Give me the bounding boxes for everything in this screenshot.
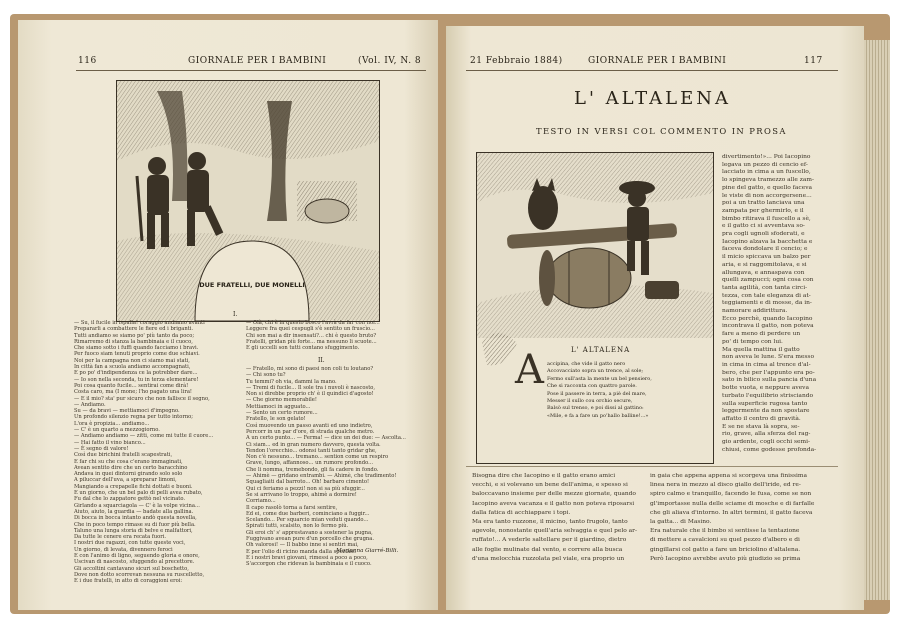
illustration-caption: DUE FRATELLI, DUE MONELLI bbox=[199, 281, 305, 289]
text-line: Percorr in un par d'ore, di strada qualche metro. bbox=[246, 428, 375, 435]
text-line: accipina, che vide il gatto nero bbox=[547, 361, 626, 367]
left-running-head: GIORNALE PER I BAMBINI bbox=[188, 56, 327, 66]
text-line: I nostri due ragazzi, con tutte queste voci, bbox=[74, 540, 186, 547]
inset-verses bbox=[547, 361, 652, 420]
text-line: L'ora è propizia... andiamo... bbox=[74, 420, 150, 427]
text-line: E far chi su che cosa c'erano immaginati, bbox=[74, 458, 183, 465]
text-line: Da tutte le cenere era recata fuori. bbox=[74, 534, 167, 541]
text-line: sato in bilico sulla pancia d'una bbox=[722, 377, 817, 384]
text-line: — Hai fatto il vino bianco... bbox=[74, 439, 146, 446]
text-line: E con l'animo di ligno, seguendo gloria e onore, bbox=[74, 552, 200, 559]
text-line: Per fuoco siam tenuti proprio come due schiavi. bbox=[74, 351, 200, 358]
text-line: pine del gatto, e quello faceva bbox=[722, 184, 813, 191]
text-line: — Io son nella seconda, tu in terza elementare! bbox=[74, 376, 199, 383]
section-numeral-1: I. bbox=[233, 311, 238, 318]
text-line: — Olà, chi è in questo bosco l'avrà da far con noi... bbox=[246, 320, 380, 326]
text-line: — Fratello, mi sono di paesi non coli tu loutano? bbox=[246, 366, 374, 372]
text-line: bimbo ritirava il fuscello a sè, bbox=[722, 215, 811, 222]
text-line: dalla fatica di acchiappare i topi. bbox=[472, 509, 571, 516]
prose-bottom-right bbox=[650, 472, 814, 564]
text-line: di mettere a cavalcioni su quel pezzo d'albero e di bbox=[650, 537, 800, 544]
text-line: — Chi sono tu? bbox=[246, 372, 286, 379]
text-line: — Andiamo. bbox=[74, 401, 106, 408]
text-line: E se ne stava là sopra, se- bbox=[722, 423, 800, 430]
text-line: aria, e si raggomitolava, e si bbox=[722, 261, 807, 268]
text-line: S'accorgon che ridevan la bambinaia e il cuoco. bbox=[246, 561, 372, 568]
text-line: Fuggivano avean pure d'un porcello che grugna. bbox=[246, 536, 374, 543]
text-line: Messer il sullo cou orchio secure, bbox=[547, 398, 633, 405]
text-line: Non si direbbe proprio ch' è il quindici d'agosto! bbox=[246, 391, 374, 398]
text-line: po' di tempo con lui. bbox=[722, 338, 783, 345]
text-line: Qui ci feriamo a pezzi! non si sa più sfuggir... bbox=[246, 485, 365, 492]
text-line: E po po' d'indipendenza ce la potrebber dare... bbox=[74, 370, 198, 377]
text-line: tanta agilità, con tanta circi- bbox=[722, 284, 808, 291]
text-line: affatto il centro di gravità. bbox=[722, 415, 801, 422]
text-line: il micio spiccava un balzo per bbox=[722, 254, 811, 261]
text-line: turbato l'equilibrio strisciando bbox=[722, 392, 814, 399]
text-line: Di bocca in bocca intanto andò questa novella, bbox=[74, 515, 197, 522]
poem-column-left bbox=[74, 320, 213, 584]
text-line: spiro calmo e tranquillo, facendo le fusa, come se non bbox=[650, 491, 812, 498]
text-line: Mettiamoci in agguato... bbox=[246, 403, 311, 410]
text-line: Poi cosa quanto fucile... sentirai come dirà! bbox=[74, 382, 189, 389]
text-line: Chi son mai a dir insensati?... chi è questo bruto? bbox=[246, 332, 377, 339]
text-line: Andava in quei dintorni girando solo solo bbox=[74, 471, 183, 478]
text-line: In città fan a scuola andiamo accompagnati, bbox=[74, 364, 191, 371]
text-line: agevole, nonostante quell'aria selvaggia e quel pelo ar- bbox=[472, 528, 637, 535]
author-signature: Marianna Giarré-Billi. bbox=[336, 548, 399, 554]
text-line: Ma era tanto ruzzone, il micino, tanto frugolo, tanto bbox=[472, 519, 628, 526]
text-line: — E il mio? sta' pur sicuro che non fallisce il segno, bbox=[74, 395, 210, 402]
text-line: Tu temmi? oh via, dammi la mano. bbox=[246, 378, 337, 385]
text-line: sulla superficie rugosa tanto bbox=[722, 400, 808, 407]
text-line: allungava, e annaspava con bbox=[722, 269, 805, 276]
text-line: Balsò sul trenso, e poi dissi al gattino: bbox=[547, 405, 644, 412]
text-line: Fu dal che lo zappatore gettò nel vicinato. bbox=[74, 496, 186, 503]
text-line: Fratelli, gridan più forte... ma nessuno li scuote... bbox=[246, 338, 377, 345]
text-line: rio, grave, alla sferza del rag- bbox=[722, 431, 811, 438]
text-line: Avean sentito dire che un certo baracchino bbox=[74, 464, 188, 471]
side-prose-column bbox=[722, 154, 816, 454]
boys-illustration bbox=[116, 80, 380, 322]
text-line: bero, che per l'appunto era po- bbox=[722, 369, 815, 376]
text-line: Così due birichini fratelli scapestrati, bbox=[74, 452, 173, 459]
text-line: chiusi, come godesse profonda- bbox=[722, 446, 817, 453]
header-rule bbox=[466, 70, 838, 71]
text-line: Mangiando a crepapelle fichi dottati e buoni. bbox=[74, 483, 193, 490]
text-line: Gli accoltini cantavano sicuri sul boschetto, bbox=[74, 565, 189, 572]
text-line: — Che giorno memorabile! bbox=[246, 397, 317, 404]
text-line: — Andiamo andiamo — zitti, come mi tutte il cuore... bbox=[74, 433, 214, 440]
text-line: Non c'è nessuno... tremano... sention come un respiro bbox=[246, 454, 389, 461]
text-line: Iacopino alzava la bacchetta e bbox=[722, 238, 813, 245]
text-line: Che siamo sotto i fuffi quando facciamo i bravi. bbox=[74, 345, 199, 352]
text-line: in cima in cima al trence d'al- bbox=[722, 361, 811, 368]
text-line: vecchi, e si volevano un bene dell'anima, e spesso si bbox=[472, 482, 628, 489]
text-line: Aiuto, aiuto, la guardia — badate alla gallina. bbox=[74, 508, 194, 515]
text-line: fare a meno di perdere un bbox=[722, 331, 801, 338]
text-line: — Su, il fucile in ispalla! coraggio andiamo avanti bbox=[74, 320, 205, 326]
text-line: linea nera in mezzo al disco giallo dell'iride, ed re- bbox=[650, 482, 801, 489]
text-line: Ed ei, come due barberi, cominciano a fuggir... bbox=[246, 510, 370, 517]
text-line: Che si racconta con quattro parole. bbox=[547, 383, 637, 390]
right-date: 21 Febbraio 1884) bbox=[470, 56, 563, 66]
text-line: Costa caro, ma (I mone; l'ho pagato una lira! bbox=[74, 389, 192, 396]
poem-column-right-top bbox=[246, 320, 380, 351]
text-line: Iacopino aveva vacanza e il gatto non poteva riposarsi bbox=[472, 500, 635, 507]
text-line: Tutti andiamo se siamo po' più tanto da poco; bbox=[74, 332, 195, 339]
text-line: e il gatto ci si avventava so- bbox=[722, 223, 805, 230]
text-line: Noi per la campagna non ci siamo mai stati, bbox=[74, 357, 190, 364]
text-line: A piluccar dell'uva, a spreparar limoni, bbox=[74, 477, 177, 484]
text-line: Accovacciato sopra un trence, al sole; bbox=[547, 368, 644, 375]
text-line: Ecco perchè, quando Iacopino bbox=[722, 315, 813, 322]
left-volume: (Vol. IV, N. 8 bbox=[358, 56, 422, 66]
text-line: Spirati tutti, scalsito, non lo fermo più. bbox=[246, 523, 349, 530]
text-line: Ci siam... ed in gran numero davvero, questa volta. bbox=[246, 441, 381, 448]
poem-column-right-bottom bbox=[246, 366, 406, 568]
header-rule bbox=[76, 70, 426, 71]
text-line: Rimarremo di stanza la bambinaia e il cuoco, bbox=[74, 338, 193, 345]
text-line: poi a un tratto lanciava una bbox=[722, 200, 805, 207]
text-line: Il capo rasolò torna a farsi sentire, bbox=[246, 504, 338, 511]
left-page-number: 116 bbox=[78, 56, 97, 66]
text-line: Scelando... Per squarcio mian veduti quando... bbox=[246, 517, 369, 524]
text-line: «Mile, e fa a fare un po'hallo balline!...» bbox=[547, 412, 649, 419]
text-line: lo spingeva tramezzo alle zam- bbox=[722, 177, 814, 184]
text-line: Grave, lungo, affannoso... un rumore profondo... bbox=[246, 460, 374, 467]
article-title: L' ALTALENA bbox=[574, 88, 731, 109]
text-line: Un giorno, di levata, divennero feroci bbox=[74, 546, 173, 553]
text-line: — Sento un certo rumore... bbox=[246, 410, 318, 417]
text-line: Ma quella mattina il gatto bbox=[722, 346, 800, 353]
text-line: Che li nomma, tremebondo, gli fa cadere in fondo. bbox=[246, 466, 379, 473]
text-line: E un giorno, che un bel palo di pelli avea rubato, bbox=[74, 490, 203, 497]
text-line: Che in poco tempo rimase su di fuor più bella. bbox=[74, 521, 196, 528]
text-line: Era naturale che il bimbo si sentisse la tentazione bbox=[650, 528, 800, 535]
text-line: Dove non dotto scorrevan nessuna su ruscelletto, bbox=[74, 571, 205, 578]
text-line: gio ardente, cogli occhi semi- bbox=[722, 439, 810, 446]
right-running-head: GIORNALE PER I BAMBINI bbox=[588, 56, 727, 66]
text-line: Prepararli a combattere le fiere ed i briganti. bbox=[74, 326, 194, 333]
text-line: Gli eroi ch' s' apprestavano a sostener la pugna, bbox=[246, 529, 373, 536]
text-line: leggermente da non spostare bbox=[722, 408, 810, 415]
text-line: — C' è un quarto a mezzogiorno. bbox=[74, 427, 160, 434]
right-page-number: 117 bbox=[804, 56, 823, 66]
text-line: gl'importasse nulla delle sciame di mosche e di farfalle bbox=[650, 500, 815, 507]
text-line: Tendon l'orecchio... odonsi tanti tanto gridar ghe, bbox=[246, 447, 377, 454]
prose-bottom-left bbox=[472, 472, 637, 564]
text-line: E i due fratelli, in atto di coraggioni eroi: bbox=[74, 578, 183, 585]
divider bbox=[466, 466, 838, 467]
text-line: Se si arrivano lo troppo, ahimè a dormire! bbox=[246, 491, 357, 498]
decorative-initial-a: A bbox=[515, 347, 544, 393]
text-line: Squagliaiti dal barroto... Oh! barbaro cimento! bbox=[246, 479, 370, 486]
text-line: E gli uccelli son tutti contano sfuggimento. bbox=[246, 345, 360, 352]
right-page bbox=[446, 26, 864, 610]
swing-illustration bbox=[476, 152, 714, 464]
text-line: — Tremi di fucile... Il sole tra i nuvoli è nascosto, bbox=[246, 384, 376, 391]
text-line: Girlando a squarciagola — C' è la volpe vicina... bbox=[74, 502, 200, 509]
left-page bbox=[18, 20, 438, 610]
text-line: tezza, con tale eleganza di at- bbox=[722, 292, 811, 299]
section-numeral-2: II. bbox=[318, 357, 325, 364]
text-line: Così muovendo un passo avanti ed uno indietro, bbox=[246, 422, 373, 429]
inset-title: L' ALTALENA bbox=[571, 346, 631, 354]
text-line: namorare addirittura. bbox=[722, 308, 788, 315]
page-edges bbox=[864, 40, 890, 600]
text-line: baloccavano insieme per delle mezze giornate, quando bbox=[472, 491, 636, 498]
article-subtitle: TESTO IN VERSI COL COMMENTO IN PROSA bbox=[536, 126, 787, 136]
text-line: quelli zampucci; ogni cosa con bbox=[722, 277, 814, 284]
text-line: zampata per ghermirlo, e il bbox=[722, 207, 804, 214]
text-line: botte vuota, e neppure aveva bbox=[722, 385, 810, 392]
text-line: — Ahimè — gridano entrambi. — Ahimè, che tradimento! bbox=[246, 473, 397, 480]
text-line: incontrava il gatto, non poteva bbox=[722, 323, 814, 330]
text-line: lacciato in cima a un fuscello, bbox=[722, 169, 811, 176]
text-line: che gli aliava d'intorno. In altri termini, il gatto faceva bbox=[650, 509, 813, 516]
text-line: — È segno di valore! bbox=[74, 445, 129, 452]
text-line: Un profondo silenzio regna per tutto intorno; bbox=[74, 414, 194, 421]
text-line: non aveva le lune. S'era messo bbox=[722, 354, 814, 361]
text-line: Fermo sull'asta la mente un bel pensiero, bbox=[547, 375, 652, 382]
text-line: faceva dondolare il cencio; e bbox=[722, 246, 808, 253]
text-line: in gaia che appena appena si scorgeva una finissima bbox=[650, 473, 808, 479]
text-line: E per l'olio di ricino manda dalla speziale. bbox=[246, 548, 357, 555]
text-line: A un certo punto... — Ferma! — dice un dei due: — Ascolta... bbox=[246, 435, 406, 442]
text-line: Taluno una lunga storia di belve e malfattori, bbox=[74, 527, 193, 534]
text-line: legava un pezzo di cencio ef- bbox=[722, 161, 808, 168]
text-line: ruffato!... A vederle saltellare per il giardino, dietro bbox=[472, 537, 627, 544]
text-line: d'una melocchia ruzzolata pel viale, era proprio un bbox=[472, 555, 625, 562]
text-line: Pose il passere in terra, a piè del mare, bbox=[547, 390, 647, 397]
text-line: E i nostri bravi giovani, rimessi a poco a poco, bbox=[246, 554, 368, 561]
text-line: divertimento!»... Poi Iacopino bbox=[722, 154, 811, 160]
text-line: Corriamo... bbox=[246, 498, 276, 505]
text-line: la gatta... di Masino. bbox=[650, 519, 712, 526]
text-line: le viste di non accorgersene... bbox=[722, 192, 812, 199]
text-line: Fratello, le son gelato! bbox=[246, 416, 306, 423]
text-line: Uscivan di nascosto, sfuggendo al precettore. bbox=[74, 559, 195, 566]
text-line: alle foglie mulinate dal vento, e correre alla busca bbox=[472, 546, 623, 553]
text-line: Bisogna dire che Iacopino e il gatto erano amici bbox=[472, 473, 616, 479]
text-line: Su — da bravi — mettiamoci d'impegno. bbox=[74, 408, 180, 415]
text-line: Leggere fra quei cespugli s'è sentito un fruscìo... bbox=[246, 326, 375, 333]
text-line: Oh valorosi! — Il babbo inne si sentiri mai, bbox=[246, 542, 359, 549]
text-line: teggiamenti e di mosse, da in- bbox=[722, 300, 812, 307]
text-line: Però Iacopino avrebbe avuto più giudizio se prima bbox=[650, 555, 801, 562]
text-line: pra cogli ugnoli sfoderati, e bbox=[722, 231, 805, 238]
text-line: gingillarsi col gatto a fare un briciolino d'altalena. bbox=[650, 546, 801, 553]
